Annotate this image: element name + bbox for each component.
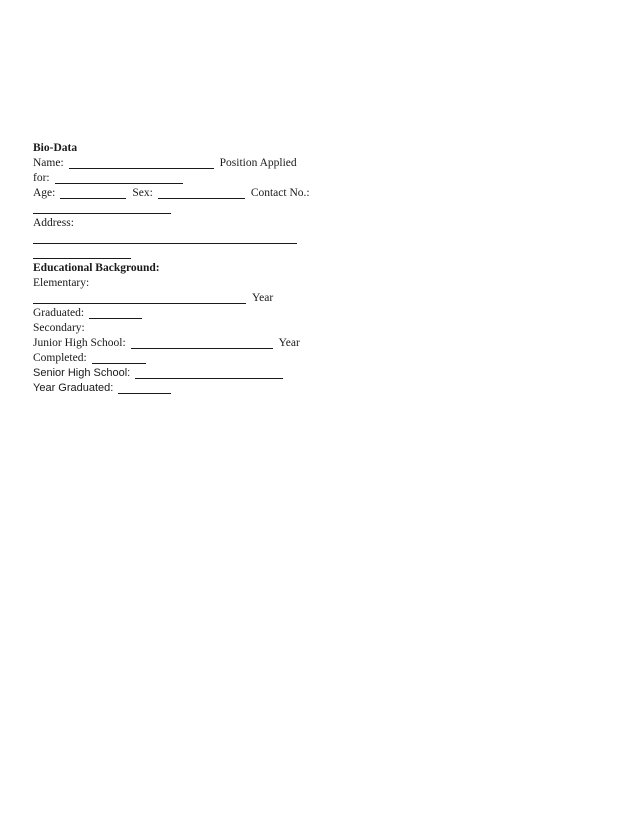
address-label: Address: xyxy=(33,217,74,229)
bio-data-title: Bio-Data xyxy=(33,142,78,154)
completed-label: Completed: xyxy=(33,352,87,364)
elementary-label: Elementary: xyxy=(33,277,90,289)
address-row xyxy=(33,216,613,231)
year-graduated-label: Year Graduated: xyxy=(33,382,114,394)
contact-blank-row xyxy=(33,201,613,216)
bio-data-heading xyxy=(33,141,613,156)
senior-high-label: Senior High School: xyxy=(33,367,131,379)
secondary-label: Secondary: xyxy=(33,322,85,334)
senior-high-blank[interactable] xyxy=(135,367,283,379)
sex-label: Sex: xyxy=(132,187,153,199)
contact-blank[interactable] xyxy=(33,202,171,214)
year-graduated-blank[interactable] xyxy=(118,382,171,394)
year-graduated-row xyxy=(33,381,613,396)
for-label: for: xyxy=(33,172,50,184)
address-blank-1[interactable] xyxy=(33,232,297,244)
education-title: Educational Background: xyxy=(33,262,160,274)
age-sex-contact-row xyxy=(33,186,613,201)
education-heading xyxy=(33,261,613,276)
name-row xyxy=(33,156,613,171)
elementary-blank-row xyxy=(33,291,613,306)
for-row xyxy=(33,171,613,186)
age-label: Age: xyxy=(33,187,56,199)
graduated-row xyxy=(33,306,613,321)
completed-blank[interactable] xyxy=(92,352,146,364)
address-blank-row-2 xyxy=(33,246,613,261)
name-blank[interactable] xyxy=(69,157,214,169)
year-label-2: Year xyxy=(278,337,300,349)
age-blank[interactable] xyxy=(60,187,126,199)
sex-blank[interactable] xyxy=(158,187,245,199)
completed-row xyxy=(33,351,613,366)
junior-high-row xyxy=(33,336,613,351)
position-applied-label: Position Applied xyxy=(219,157,297,169)
junior-high-blank[interactable] xyxy=(131,337,273,349)
junior-high-label: Junior High School: xyxy=(33,337,126,349)
contact-label: Contact No.: xyxy=(250,187,310,199)
elementary-blank[interactable] xyxy=(33,292,246,304)
address-blank-row-1 xyxy=(33,231,613,246)
graduated-label: Graduated: xyxy=(33,307,85,319)
address-blank-2[interactable] xyxy=(33,247,131,259)
year-label: Year xyxy=(252,292,274,304)
secondary-row xyxy=(33,321,613,336)
senior-high-row xyxy=(33,366,613,381)
bio-data-form xyxy=(33,141,613,396)
graduated-blank[interactable] xyxy=(89,307,142,319)
position-blank[interactable] xyxy=(55,172,183,184)
name-label: Name: xyxy=(33,157,64,169)
elementary-row xyxy=(33,276,613,291)
